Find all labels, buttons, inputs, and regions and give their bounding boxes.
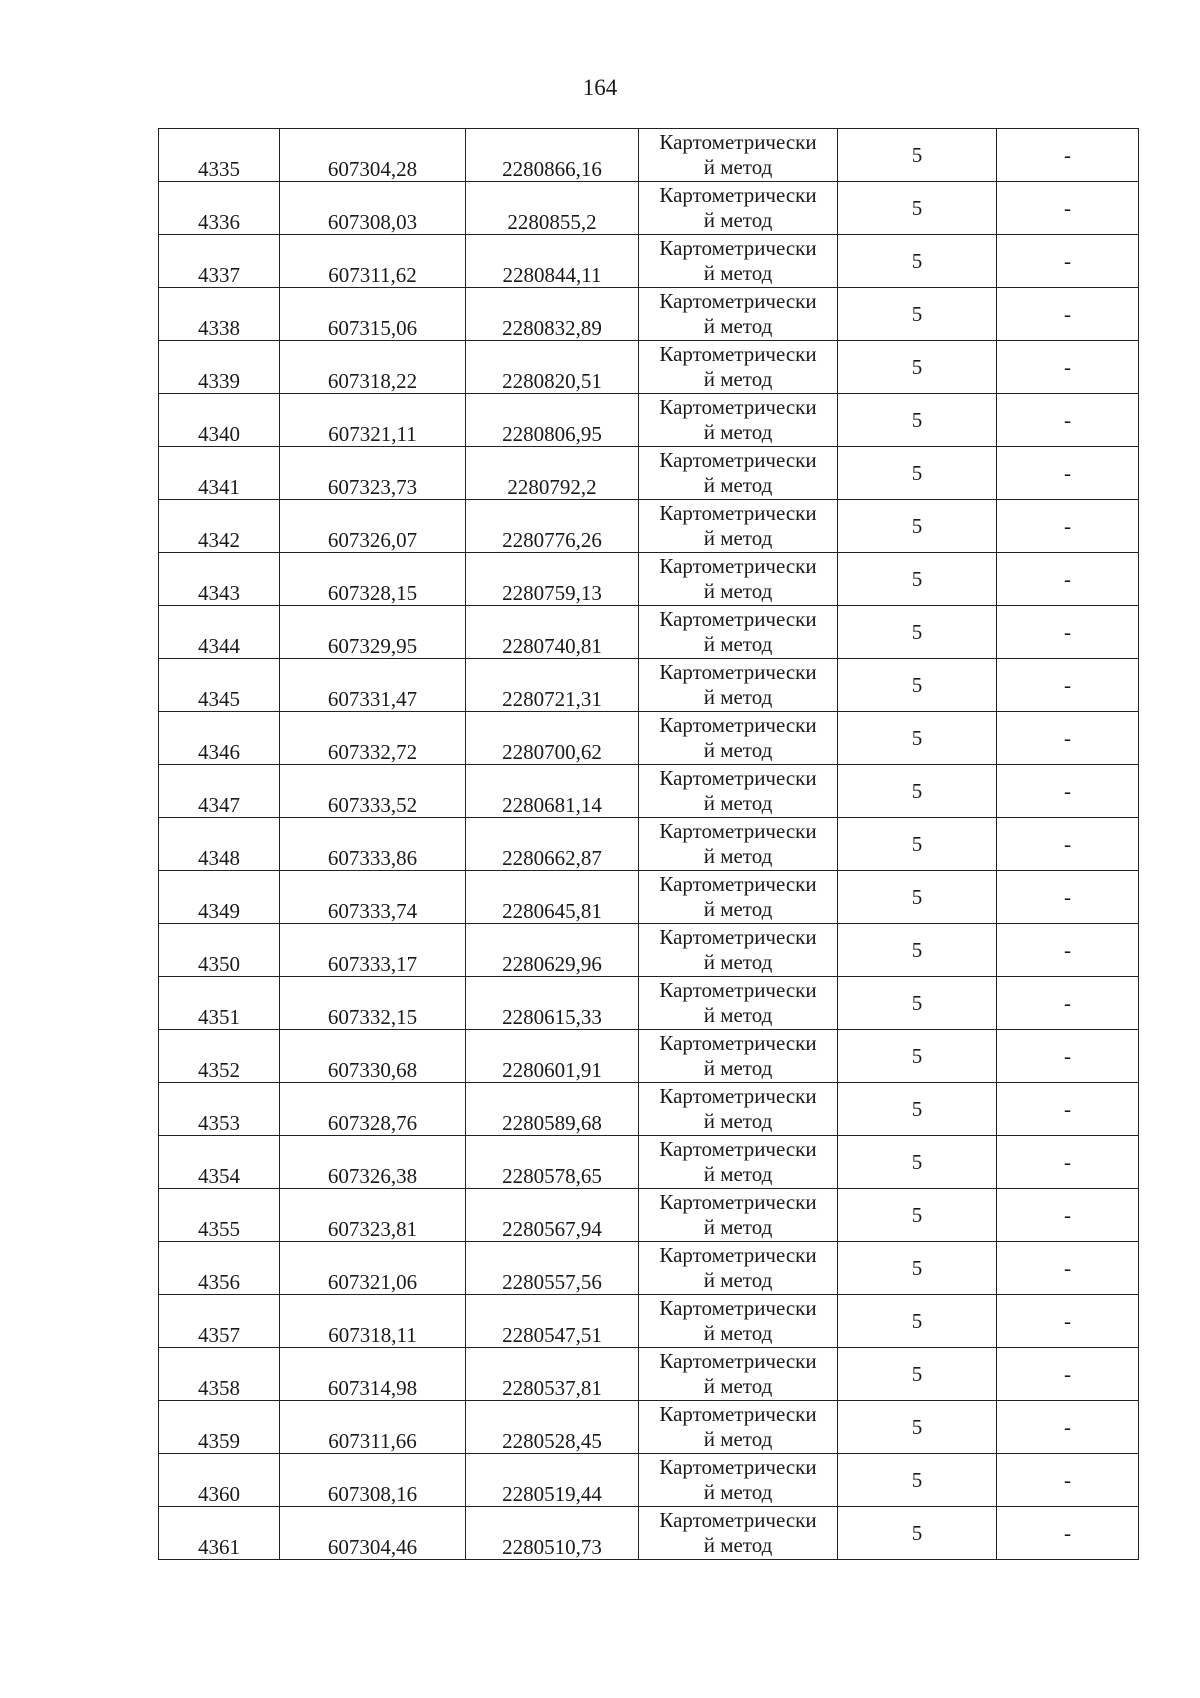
- method-cell: [639, 924, 838, 977]
- method-line-2: й метод: [703, 473, 773, 497]
- method-cell: [639, 447, 838, 500]
- point-number-cell: 4348: [159, 818, 280, 871]
- method-line-2: й метод: [703, 155, 773, 179]
- point-number-cell: 4351: [159, 977, 280, 1030]
- method-cell: [639, 1348, 838, 1401]
- accuracy-cell: 5: [838, 1295, 997, 1348]
- accuracy-cell: 5: [838, 394, 997, 447]
- method-cell: [639, 1083, 838, 1136]
- method-line-2: й метод: [703, 632, 773, 656]
- x-coordinate-cell: 607332,15: [280, 977, 466, 1030]
- method-line-1: Картометрически: [659, 183, 817, 207]
- accuracy-cell: 5: [838, 1030, 997, 1083]
- table-row: [159, 1401, 1139, 1454]
- method-cell: [639, 394, 838, 447]
- x-coordinate-cell: 607323,73: [280, 447, 466, 500]
- x-coordinate-cell: 607326,07: [280, 500, 466, 553]
- accuracy-cell: 5: [838, 1136, 997, 1189]
- x-coordinate-cell: 607318,22: [280, 341, 466, 394]
- method-cell: [639, 182, 838, 235]
- method-line-2: й метод: [703, 791, 773, 815]
- point-number-cell: 4357: [159, 1295, 280, 1348]
- method-line-2: й метод: [703, 420, 773, 444]
- method-line-2: й метод: [703, 526, 773, 550]
- method-cell: [639, 765, 838, 818]
- accuracy-cell: 5: [838, 288, 997, 341]
- y-coordinate-cell: 2280776,26: [466, 500, 639, 553]
- table-row: [159, 235, 1139, 288]
- method-cell: [639, 1454, 838, 1507]
- method-cell: [639, 1030, 838, 1083]
- method-cell: [639, 871, 838, 924]
- method-cell: [639, 235, 838, 288]
- method-line-1: Картометрически: [659, 713, 817, 737]
- point-number-cell: 4342: [159, 500, 280, 553]
- description-cell: -: [997, 1348, 1139, 1401]
- accuracy-cell: 5: [838, 235, 997, 288]
- y-coordinate-cell: 2280629,96: [466, 924, 639, 977]
- y-coordinate-cell: 2280681,14: [466, 765, 639, 818]
- description-cell: -: [997, 447, 1139, 500]
- accuracy-cell: 5: [838, 1083, 997, 1136]
- method-line-1: Картометрически: [659, 1349, 817, 1373]
- y-coordinate-cell: 2280567,94: [466, 1189, 639, 1242]
- method-line-2: й метод: [703, 1480, 773, 1504]
- table-row: [159, 606, 1139, 659]
- method-cell: [639, 1295, 838, 1348]
- method-line-2: й метод: [703, 367, 773, 391]
- table-row: [159, 871, 1139, 924]
- description-cell: -: [997, 871, 1139, 924]
- table-row: [159, 553, 1139, 606]
- y-coordinate-cell: 2280578,65: [466, 1136, 639, 1189]
- point-number-cell: 4349: [159, 871, 280, 924]
- method-cell: [639, 1136, 838, 1189]
- method-line-2: й метод: [703, 1533, 773, 1557]
- accuracy-cell: 5: [838, 1454, 997, 1507]
- description-cell: -: [997, 129, 1139, 182]
- method-line-1: Картометрически: [659, 1190, 817, 1214]
- method-line-1: Картометрически: [659, 660, 817, 684]
- method-line-1: Картометрически: [659, 1031, 817, 1055]
- method-line-2: й метод: [703, 950, 773, 974]
- method-cell: [639, 818, 838, 871]
- method-line-1: Картометрически: [659, 766, 817, 790]
- method-line-2: й метод: [703, 261, 773, 285]
- accuracy-cell: 5: [838, 1507, 997, 1560]
- accuracy-cell: 5: [838, 712, 997, 765]
- method-line-1: Картометрически: [659, 1296, 817, 1320]
- method-line-1: Картометрически: [659, 448, 817, 472]
- point-number-cell: 4344: [159, 606, 280, 659]
- coordinates-table: [158, 128, 1139, 1560]
- accuracy-cell: 5: [838, 341, 997, 394]
- table-row: [159, 1030, 1139, 1083]
- table-row: [159, 1454, 1139, 1507]
- description-cell: -: [997, 182, 1139, 235]
- y-coordinate-cell: 2280547,51: [466, 1295, 639, 1348]
- point-number-cell: 4353: [159, 1083, 280, 1136]
- point-number-cell: 4354: [159, 1136, 280, 1189]
- method-cell: [639, 1507, 838, 1560]
- table-row: [159, 1348, 1139, 1401]
- method-line-2: й метод: [703, 897, 773, 921]
- x-coordinate-cell: 607333,74: [280, 871, 466, 924]
- method-cell: [639, 1189, 838, 1242]
- accuracy-cell: 5: [838, 606, 997, 659]
- method-line-1: Картометрически: [659, 342, 817, 366]
- x-coordinate-cell: 607328,15: [280, 553, 466, 606]
- method-line-1: Картометрически: [659, 978, 817, 1002]
- method-line-2: й метод: [703, 1162, 773, 1186]
- method-line-1: Картометрически: [659, 236, 817, 260]
- description-cell: -: [997, 1242, 1139, 1295]
- point-number-cell: 4340: [159, 394, 280, 447]
- accuracy-cell: 5: [838, 1189, 997, 1242]
- y-coordinate-cell: 2280589,68: [466, 1083, 639, 1136]
- x-coordinate-cell: 607314,98: [280, 1348, 466, 1401]
- point-number-cell: 4338: [159, 288, 280, 341]
- method-line-1: Картометрически: [659, 1137, 817, 1161]
- point-number-cell: 4341: [159, 447, 280, 500]
- method-line-2: й метод: [703, 1056, 773, 1080]
- accuracy-cell: 5: [838, 659, 997, 712]
- description-cell: -: [997, 1507, 1139, 1560]
- coordinates-table-body: [159, 129, 1139, 1560]
- description-cell: -: [997, 924, 1139, 977]
- x-coordinate-cell: 607321,11: [280, 394, 466, 447]
- table-row: [159, 1136, 1139, 1189]
- x-coordinate-cell: 607315,06: [280, 288, 466, 341]
- table-row: [159, 288, 1139, 341]
- table-row: [159, 659, 1139, 712]
- accuracy-cell: 5: [838, 1401, 997, 1454]
- method-line-2: й метод: [703, 1268, 773, 1292]
- method-line-1: Картометрически: [659, 925, 817, 949]
- description-cell: -: [997, 765, 1139, 818]
- y-coordinate-cell: 2280519,44: [466, 1454, 639, 1507]
- description-cell: -: [997, 1295, 1139, 1348]
- y-coordinate-cell: 2280740,81: [466, 606, 639, 659]
- y-coordinate-cell: 2280855,2: [466, 182, 639, 235]
- method-line-1: Картометрически: [659, 819, 817, 843]
- point-number-cell: 4337: [159, 235, 280, 288]
- point-number-cell: 4335: [159, 129, 280, 182]
- method-cell: [639, 977, 838, 1030]
- method-cell: [639, 129, 838, 182]
- description-cell: -: [997, 553, 1139, 606]
- description-cell: -: [997, 288, 1139, 341]
- method-line-2: й метод: [703, 208, 773, 232]
- point-number-cell: 4343: [159, 553, 280, 606]
- y-coordinate-cell: 2280645,81: [466, 871, 639, 924]
- point-number-cell: 4356: [159, 1242, 280, 1295]
- method-cell: [639, 606, 838, 659]
- table-row: [159, 1083, 1139, 1136]
- x-coordinate-cell: 607323,81: [280, 1189, 466, 1242]
- x-coordinate-cell: 607311,62: [280, 235, 466, 288]
- table-row: [159, 818, 1139, 871]
- method-cell: [639, 341, 838, 394]
- x-coordinate-cell: 607308,16: [280, 1454, 466, 1507]
- method-line-2: й метод: [703, 738, 773, 762]
- accuracy-cell: 5: [838, 765, 997, 818]
- y-coordinate-cell: 2280557,56: [466, 1242, 639, 1295]
- accuracy-cell: 5: [838, 924, 997, 977]
- y-coordinate-cell: 2280537,81: [466, 1348, 639, 1401]
- description-cell: -: [997, 606, 1139, 659]
- point-number-cell: 4336: [159, 182, 280, 235]
- page-number: 164: [582, 75, 618, 100]
- description-cell: -: [997, 1083, 1139, 1136]
- method-cell: [639, 712, 838, 765]
- description-cell: -: [997, 1030, 1139, 1083]
- point-number-cell: 4350: [159, 924, 280, 977]
- y-coordinate-cell: 2280866,16: [466, 129, 639, 182]
- table-row: [159, 1507, 1139, 1560]
- point-number-cell: 4359: [159, 1401, 280, 1454]
- accuracy-cell: 5: [838, 182, 997, 235]
- point-number-cell: 4360: [159, 1454, 280, 1507]
- table-row: [159, 924, 1139, 977]
- description-cell: -: [997, 1136, 1139, 1189]
- table-row: [159, 712, 1139, 765]
- description-cell: -: [997, 1401, 1139, 1454]
- accuracy-cell: 5: [838, 818, 997, 871]
- y-coordinate-cell: 2280844,11: [466, 235, 639, 288]
- point-number-cell: 4346: [159, 712, 280, 765]
- x-coordinate-cell: 607330,68: [280, 1030, 466, 1083]
- method-line-1: Картометрически: [659, 289, 817, 313]
- method-cell: [639, 659, 838, 712]
- table-row: [159, 1295, 1139, 1348]
- method-line-1: Картометрически: [659, 1402, 817, 1426]
- y-coordinate-cell: 2280601,91: [466, 1030, 639, 1083]
- point-number-cell: 4339: [159, 341, 280, 394]
- method-line-2: й метод: [703, 1215, 773, 1239]
- accuracy-cell: 5: [838, 871, 997, 924]
- accuracy-cell: 5: [838, 1348, 997, 1401]
- method-line-1: Картометрически: [659, 130, 817, 154]
- x-coordinate-cell: 607304,46: [280, 1507, 466, 1560]
- y-coordinate-cell: 2280528,45: [466, 1401, 639, 1454]
- x-coordinate-cell: 607329,95: [280, 606, 466, 659]
- y-coordinate-cell: 2280759,13: [466, 553, 639, 606]
- y-coordinate-cell: 2280510,73: [466, 1507, 639, 1560]
- method-line-1: Картометрически: [659, 395, 817, 419]
- table-row: [159, 1189, 1139, 1242]
- method-cell: [639, 288, 838, 341]
- method-line-1: Картометрически: [659, 607, 817, 631]
- table-row: [159, 129, 1139, 182]
- x-coordinate-cell: 607333,86: [280, 818, 466, 871]
- method-line-2: й метод: [703, 844, 773, 868]
- point-number-cell: 4358: [159, 1348, 280, 1401]
- x-coordinate-cell: 607321,06: [280, 1242, 466, 1295]
- description-cell: -: [997, 1454, 1139, 1507]
- description-cell: -: [997, 1189, 1139, 1242]
- table-row: [159, 394, 1139, 447]
- x-coordinate-cell: 607328,76: [280, 1083, 466, 1136]
- y-coordinate-cell: 2280700,62: [466, 712, 639, 765]
- y-coordinate-cell: 2280721,31: [466, 659, 639, 712]
- accuracy-cell: 5: [838, 553, 997, 606]
- method-cell: [639, 500, 838, 553]
- y-coordinate-cell: 2280820,51: [466, 341, 639, 394]
- method-line-1: Картометрически: [659, 1455, 817, 1479]
- description-cell: -: [997, 818, 1139, 871]
- description-cell: -: [997, 977, 1139, 1030]
- method-cell: [639, 1401, 838, 1454]
- description-cell: -: [997, 235, 1139, 288]
- x-coordinate-cell: 607326,38: [280, 1136, 466, 1189]
- description-cell: -: [997, 712, 1139, 765]
- point-number-cell: 4352: [159, 1030, 280, 1083]
- description-cell: -: [997, 659, 1139, 712]
- x-coordinate-cell: 607311,66: [280, 1401, 466, 1454]
- x-coordinate-cell: 607308,03: [280, 182, 466, 235]
- method-line-1: Картометрически: [659, 1243, 817, 1267]
- method-line-2: й метод: [703, 685, 773, 709]
- y-coordinate-cell: 2280792,2: [466, 447, 639, 500]
- method-line-2: й метод: [703, 1374, 773, 1398]
- method-cell: [639, 553, 838, 606]
- method-line-2: й метод: [703, 1003, 773, 1027]
- table-row: [159, 765, 1139, 818]
- y-coordinate-cell: 2280615,33: [466, 977, 639, 1030]
- point-number-cell: 4345: [159, 659, 280, 712]
- method-line-2: й метод: [703, 1427, 773, 1451]
- description-cell: -: [997, 500, 1139, 553]
- accuracy-cell: 5: [838, 1242, 997, 1295]
- table-row: [159, 1242, 1139, 1295]
- method-line-1: Картометрически: [659, 872, 817, 896]
- x-coordinate-cell: 607332,72: [280, 712, 466, 765]
- method-line-1: Картометрически: [659, 1084, 817, 1108]
- method-line-1: Картометрически: [659, 501, 817, 525]
- method-cell: [639, 1242, 838, 1295]
- method-line-2: й метод: [703, 579, 773, 603]
- x-coordinate-cell: 607304,28: [280, 129, 466, 182]
- method-line-2: й метод: [703, 314, 773, 338]
- table-row: [159, 977, 1139, 1030]
- description-cell: -: [997, 341, 1139, 394]
- point-number-cell: 4355: [159, 1189, 280, 1242]
- accuracy-cell: 5: [838, 977, 997, 1030]
- accuracy-cell: 5: [838, 500, 997, 553]
- y-coordinate-cell: 2280662,87: [466, 818, 639, 871]
- method-line-2: й метод: [703, 1109, 773, 1133]
- x-coordinate-cell: 607318,11: [280, 1295, 466, 1348]
- method-line-2: й метод: [703, 1321, 773, 1345]
- x-coordinate-cell: 607331,47: [280, 659, 466, 712]
- table-row: [159, 500, 1139, 553]
- x-coordinate-cell: 607333,52: [280, 765, 466, 818]
- method-line-1: Картометрически: [659, 1508, 817, 1532]
- point-number-cell: 4347: [159, 765, 280, 818]
- y-coordinate-cell: 2280832,89: [466, 288, 639, 341]
- table-row: [159, 341, 1139, 394]
- table-row: [159, 447, 1139, 500]
- accuracy-cell: 5: [838, 129, 997, 182]
- accuracy-cell: 5: [838, 447, 997, 500]
- x-coordinate-cell: 607333,17: [280, 924, 466, 977]
- method-line-1: Картометрически: [659, 554, 817, 578]
- y-coordinate-cell: 2280806,95: [466, 394, 639, 447]
- point-number-cell: 4361: [159, 1507, 280, 1560]
- table-row: [159, 182, 1139, 235]
- description-cell: -: [997, 394, 1139, 447]
